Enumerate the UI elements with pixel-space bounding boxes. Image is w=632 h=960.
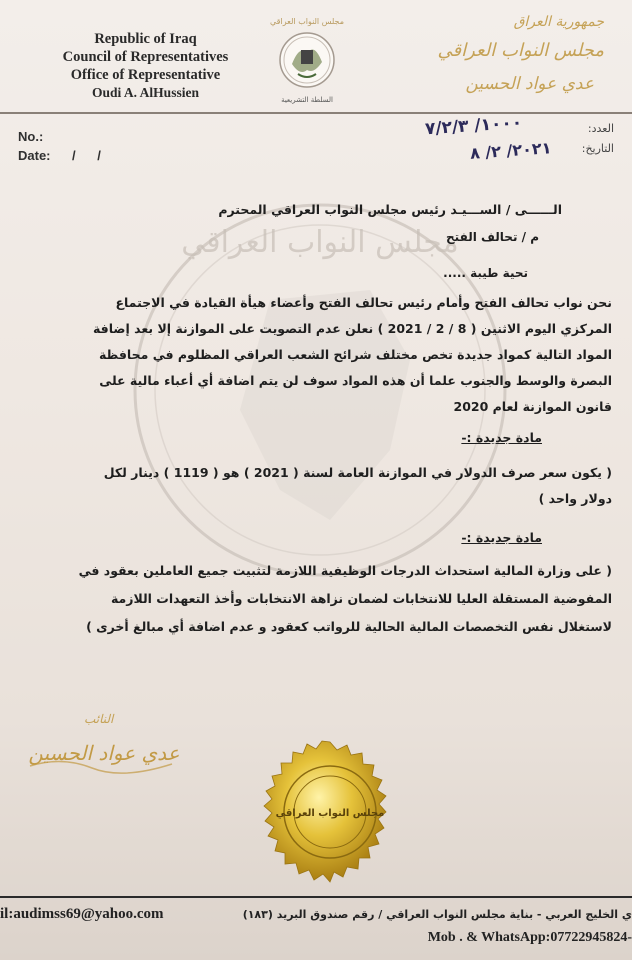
paragraph-line-4: البصرة والوسط والجنوب علما أن هذه المواد سوف لن يتم اضافة أي أعباء مالية على xyxy=(99,373,612,388)
arabic-letterhead-line-1: جمهورية العراق xyxy=(513,14,604,30)
paragraph-line-3: المواد التالية كمواد جديدة تخص مختلف شرائح الشعب العراقي المظلوم في محافظة xyxy=(98,347,612,362)
arabic-letterhead-line-3: عدي عواد الحسين xyxy=(465,74,594,94)
letterhead-line-3: Office of Representative xyxy=(70,67,221,83)
item-1-title: مادة جديدة :- xyxy=(461,430,542,445)
footer-divider xyxy=(0,896,632,898)
emblem-caption: السلطة التشريعية xyxy=(281,96,333,104)
parliament-emblem-icon xyxy=(270,14,344,110)
signature-name: عدي عواد الحسين xyxy=(28,741,180,765)
paragraph-line-2: المركزي اليوم الاثنين ( 8 / 2 / 2021 ) نعلن عدم التصويت على الموازنة إلا بعد إضافة xyxy=(92,321,612,336)
english-letterhead xyxy=(38,30,253,102)
paragraph-line-1: نحن نواب تحالف الفتح وأمام رئيس تحالف الفتح وأعضاء هيأة القيادة في الاجتماع xyxy=(115,295,612,310)
item-1-line-1: ( يكون سعر صرف الدولار في الموازنة العامة لسنة ( 2021 ) هو ( 1119 ) دينار لكل xyxy=(103,465,612,480)
letterhead-line-4: Oudi A. AlHussien xyxy=(92,85,199,100)
footer-address: ي الخليج العربي - بناية مجلس النواب العراقي / رقم صندوق البريد (١٨٣) xyxy=(242,908,632,921)
arabic-letterhead-line-2: مجلس النواب العراقي xyxy=(437,40,604,61)
item-1-line-2: دولار واحد ) xyxy=(538,491,612,506)
ar-no-label: العدد: xyxy=(587,122,614,135)
watermark-stamp xyxy=(120,190,520,590)
ar-date-label: التاريخ: xyxy=(581,142,614,155)
footer-email: il:audimss69@yahoo.com xyxy=(0,906,164,922)
item-2-line-1: ( على وزارة المالية استحداث الدرجات الوظيفية اللازمة لتثبيت جميع العاملين بعقود في xyxy=(78,563,612,578)
header-divider xyxy=(0,112,632,114)
item-2-line-3: لاستغلال نفس التخصصات المالية الحالية للرواتب كعقود و عدم اضافة أي مبالغ أخرى ) xyxy=(86,619,612,634)
addressee: الــــــى / الســـيـد رئيس مجلس النواب العراقي المحترم xyxy=(218,202,562,217)
paragraph-line-5: قانون الموازنة لعام 2020 xyxy=(453,399,612,414)
document-date: ٢٠٢١/ ٢/ ٨ xyxy=(469,138,553,163)
greeting: تحية طيبة ..... xyxy=(443,266,528,280)
seal-text: مجلس النواب العراقي xyxy=(275,808,385,819)
no-label: No.: xyxy=(18,129,44,144)
footer-mobile: Mob . & WhatsApp:07722945824- xyxy=(427,930,632,945)
signature-icon xyxy=(22,726,187,776)
document-number: ١٠٠٠/ ٧/٢/٣ xyxy=(424,112,523,140)
emblem-top-text: مجلس النواب العراقي xyxy=(270,17,344,26)
letterhead-line-2: Council of Representatives xyxy=(62,49,229,65)
item-2-title: مادة جديدة :- xyxy=(461,530,542,545)
date-slashes: / / xyxy=(72,148,101,163)
gold-seal-icon xyxy=(255,740,405,890)
signature-label: النائب xyxy=(84,712,114,726)
subject-line: م / تحالف الفتح xyxy=(446,230,539,244)
date-label: Date: xyxy=(18,148,51,163)
letterhead-line-1: Republic of Iraq xyxy=(94,31,197,47)
item-2-line-2: المفوضية المستقلة العليا للانتخابات لضمان نزاهة الانتخابات وأخذ التعهدات اللازمة xyxy=(110,591,612,606)
watermark-text: مجلس النواب العراقي xyxy=(181,225,459,260)
arabic-letterhead xyxy=(394,14,604,109)
